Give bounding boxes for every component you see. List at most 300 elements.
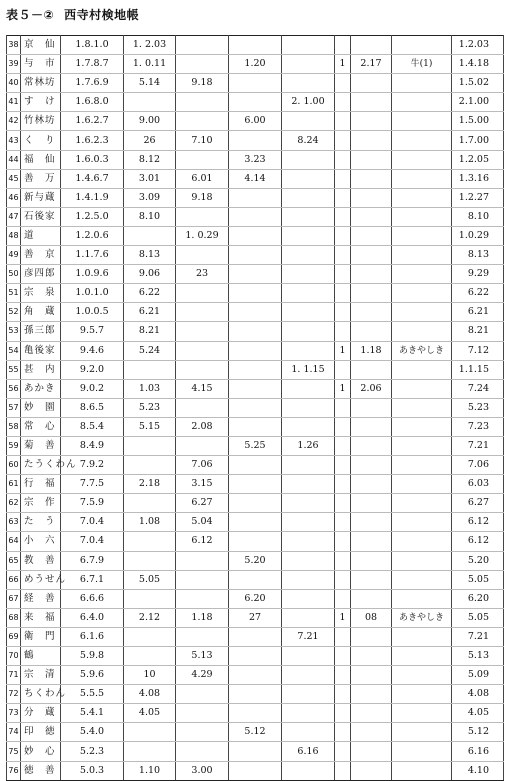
note	[392, 436, 452, 455]
count	[335, 417, 351, 436]
value-col-5	[351, 226, 392, 245]
value-col-3	[229, 456, 282, 475]
note	[392, 226, 452, 245]
row-number: 50	[7, 265, 21, 284]
area-code: 5.9.8	[61, 647, 124, 666]
value-col-1: 1. 0.11	[124, 55, 176, 74]
count	[335, 456, 351, 475]
value-col-2	[176, 284, 229, 303]
value-col-1	[124, 627, 176, 646]
value-col-4: 1. 1.15	[282, 360, 335, 379]
value-col-3	[229, 246, 282, 265]
value-col-5	[351, 93, 392, 112]
note	[392, 246, 452, 265]
value-col-5	[351, 360, 392, 379]
count	[335, 265, 351, 284]
value-col-2: 5.13	[176, 647, 229, 666]
value-col-4: 2. 1.00	[282, 93, 335, 112]
area-code: 6.7.9	[61, 551, 124, 570]
row-number: 60	[7, 456, 21, 475]
area-code: 9.5.7	[61, 322, 124, 341]
value-col-4	[282, 112, 335, 131]
value-col-5	[351, 322, 392, 341]
note	[392, 494, 452, 513]
value-col-4	[282, 226, 335, 245]
area-code: 6.4.0	[61, 608, 124, 627]
value-col-5: 2.06	[351, 379, 392, 398]
value-col-2	[176, 685, 229, 704]
table-row	[7, 666, 504, 685]
value-col-4	[282, 666, 335, 685]
value-col-4	[282, 456, 335, 475]
value-col-4	[282, 55, 335, 74]
total: 5.05	[452, 570, 504, 589]
value-col-2	[176, 360, 229, 379]
value-col-2	[176, 303, 229, 322]
value-col-2: 7.06	[176, 456, 229, 475]
note	[392, 360, 452, 379]
count	[335, 36, 351, 55]
value-col-3	[229, 475, 282, 494]
value-col-5	[351, 494, 392, 513]
value-col-3	[229, 360, 282, 379]
value-col-2: 7.10	[176, 131, 229, 150]
value-col-2	[176, 112, 229, 131]
area-code: 1.8.1.0	[61, 36, 124, 55]
holder-name: す け	[21, 93, 61, 112]
value-col-5	[351, 761, 392, 780]
table-row	[7, 341, 504, 360]
value-col-5	[351, 207, 392, 226]
value-col-3	[229, 417, 282, 436]
value-col-3: 6.00	[229, 112, 282, 131]
value-col-1	[124, 93, 176, 112]
area-code: 7.5.9	[61, 494, 124, 513]
value-col-4	[282, 322, 335, 341]
value-col-1: 9.06	[124, 265, 176, 284]
value-col-1: 8.21	[124, 322, 176, 341]
value-col-3: 5.12	[229, 723, 282, 742]
area-code: 5.5.5	[61, 685, 124, 704]
value-col-1: 5.05	[124, 570, 176, 589]
value-col-3: 4.14	[229, 169, 282, 188]
table-row	[7, 436, 504, 455]
value-col-3: 6.20	[229, 589, 282, 608]
area-code: 7.0.4	[61, 513, 124, 532]
note: 牛(1)	[392, 55, 452, 74]
row-number: 70	[7, 647, 21, 666]
table-row	[7, 93, 504, 112]
count	[335, 74, 351, 93]
total: 6.16	[452, 742, 504, 761]
value-col-5: 2.17	[351, 55, 392, 74]
value-col-5: 08	[351, 608, 392, 627]
count: 1	[335, 341, 351, 360]
table-row	[7, 761, 504, 780]
count	[335, 475, 351, 494]
holder-name: 新与蔵	[21, 188, 61, 207]
value-col-4	[282, 284, 335, 303]
value-col-5	[351, 513, 392, 532]
note	[392, 647, 452, 666]
note	[392, 551, 452, 570]
value-col-2	[176, 322, 229, 341]
area-code: 9.0.2	[61, 379, 124, 398]
value-col-3	[229, 226, 282, 245]
count	[335, 704, 351, 723]
total: 1.5.00	[452, 112, 504, 131]
row-number: 75	[7, 742, 21, 761]
total: 7.23	[452, 417, 504, 436]
table-row	[7, 246, 504, 265]
area-code: 1.4.1.9	[61, 188, 124, 207]
value-col-2: 5.04	[176, 513, 229, 532]
area-code: 9.4.6	[61, 341, 124, 360]
total: 7.24	[452, 379, 504, 398]
value-col-2	[176, 207, 229, 226]
table-row	[7, 685, 504, 704]
value-col-5	[351, 589, 392, 608]
table-row	[7, 112, 504, 131]
holder-name: 善 京	[21, 246, 61, 265]
value-col-3	[229, 188, 282, 207]
row-number: 39	[7, 55, 21, 74]
area-code: 1.4.6.7	[61, 169, 124, 188]
area-code: 7.0.4	[61, 532, 124, 551]
total: 1.7.00	[452, 131, 504, 150]
area-code: 8.4.9	[61, 436, 124, 455]
value-col-3	[229, 322, 282, 341]
value-col-1: 8.10	[124, 207, 176, 226]
value-col-5	[351, 150, 392, 169]
total: 1.5.02	[452, 74, 504, 93]
row-number: 63	[7, 513, 21, 532]
value-col-5	[351, 742, 392, 761]
table-number: 表５－②	[6, 8, 55, 22]
value-col-5	[351, 284, 392, 303]
count	[335, 188, 351, 207]
holder-name: ちくわん	[21, 685, 61, 704]
value-col-5	[351, 265, 392, 284]
value-col-3	[229, 265, 282, 284]
total: 5.09	[452, 666, 504, 685]
value-col-3	[229, 36, 282, 55]
holder-name: 石後家	[21, 207, 61, 226]
holder-name: 行 福	[21, 475, 61, 494]
total: 8.13	[452, 246, 504, 265]
value-col-3	[229, 341, 282, 360]
value-col-4	[282, 761, 335, 780]
table-row	[7, 417, 504, 436]
value-col-1: 1. 2.03	[124, 36, 176, 55]
row-number: 66	[7, 570, 21, 589]
count	[335, 436, 351, 455]
holder-name: 小 六	[21, 532, 61, 551]
note	[392, 723, 452, 742]
holder-name: 鶴	[21, 647, 61, 666]
value-col-3	[229, 284, 282, 303]
note	[392, 379, 452, 398]
holder-name: 経 善	[21, 589, 61, 608]
table-row	[7, 704, 504, 723]
holder-name: 亀後家	[21, 341, 61, 360]
value-col-2: 4.15	[176, 379, 229, 398]
area-code: 8.5.4	[61, 417, 124, 436]
value-col-2	[176, 589, 229, 608]
value-col-3: 1.20	[229, 55, 282, 74]
area-code: 1.6.2.7	[61, 112, 124, 131]
count	[335, 723, 351, 742]
total: 5.20	[452, 551, 504, 570]
row-number: 41	[7, 93, 21, 112]
value-col-3	[229, 494, 282, 513]
value-col-3	[229, 74, 282, 93]
value-col-3	[229, 532, 282, 551]
value-col-3	[229, 627, 282, 646]
value-col-1	[124, 436, 176, 455]
total: 7.06	[452, 456, 504, 475]
holder-name: 分 蔵	[21, 704, 61, 723]
row-number: 55	[7, 360, 21, 379]
value-col-4	[282, 532, 335, 551]
row-number: 53	[7, 322, 21, 341]
note	[392, 589, 452, 608]
value-col-4	[282, 74, 335, 93]
value-col-4	[282, 475, 335, 494]
row-number: 52	[7, 303, 21, 322]
holder-name: 常林坊	[21, 74, 61, 93]
value-col-1: 6.22	[124, 284, 176, 303]
area-code: 6.7.1	[61, 570, 124, 589]
total: 6.12	[452, 513, 504, 532]
area-code: 1.7.6.9	[61, 74, 124, 93]
area-code: 5.2.3	[61, 742, 124, 761]
total: 4.05	[452, 704, 504, 723]
value-col-1: 4.05	[124, 704, 176, 723]
area-code: 1.0.9.6	[61, 265, 124, 284]
value-col-1: 5.24	[124, 341, 176, 360]
value-col-5	[351, 456, 392, 475]
total: 1.2.05	[452, 150, 504, 169]
value-col-2	[176, 570, 229, 589]
value-col-5	[351, 647, 392, 666]
value-col-2	[176, 150, 229, 169]
count	[335, 226, 351, 245]
value-col-4	[282, 513, 335, 532]
note	[392, 284, 452, 303]
table-name: 西寺村検地帳	[64, 8, 140, 22]
area-code: 7.9.2	[61, 456, 124, 475]
value-col-4	[282, 36, 335, 55]
holder-name: 妙 園	[21, 398, 61, 417]
note	[392, 532, 452, 551]
table-row	[7, 494, 504, 513]
value-col-2	[176, 742, 229, 761]
value-col-3	[229, 761, 282, 780]
row-number: 44	[7, 150, 21, 169]
value-col-2	[176, 723, 229, 742]
note	[392, 303, 452, 322]
value-col-5	[351, 723, 392, 742]
count	[335, 169, 351, 188]
row-number: 45	[7, 169, 21, 188]
value-col-4	[282, 207, 335, 226]
holder-name: 印 徳	[21, 723, 61, 742]
table-row	[7, 55, 504, 74]
total: 8.21	[452, 322, 504, 341]
value-col-3	[229, 379, 282, 398]
total: 1.2.03	[452, 36, 504, 55]
holder-name: 孫三郎	[21, 322, 61, 341]
table-row	[7, 379, 504, 398]
holder-name: 甚 内	[21, 360, 61, 379]
count	[335, 685, 351, 704]
value-col-2	[176, 627, 229, 646]
count: 1	[335, 608, 351, 627]
holder-name: 道	[21, 226, 61, 245]
value-col-4	[282, 494, 335, 513]
note	[392, 627, 452, 646]
value-col-4	[282, 723, 335, 742]
row-number: 73	[7, 704, 21, 723]
value-col-1	[124, 742, 176, 761]
value-col-4	[282, 379, 335, 398]
value-col-1: 10	[124, 666, 176, 685]
count	[335, 246, 351, 265]
row-number: 40	[7, 74, 21, 93]
note	[392, 169, 452, 188]
value-col-3	[229, 131, 282, 150]
value-col-5	[351, 532, 392, 551]
value-col-3	[229, 207, 282, 226]
area-code: 1.6.8.0	[61, 93, 124, 112]
value-col-5	[351, 188, 392, 207]
value-col-3	[229, 685, 282, 704]
holder-name: 福 仙	[21, 150, 61, 169]
note	[392, 74, 452, 93]
count	[335, 303, 351, 322]
value-col-4	[282, 704, 335, 723]
area-code: 1.1.7.6	[61, 246, 124, 265]
table-row	[7, 532, 504, 551]
value-col-2	[176, 55, 229, 74]
value-col-4	[282, 647, 335, 666]
total: 7.21	[452, 627, 504, 646]
total: 2.1.00	[452, 93, 504, 112]
value-col-1	[124, 723, 176, 742]
total: 8.10	[452, 207, 504, 226]
row-number: 51	[7, 284, 21, 303]
row-number: 47	[7, 207, 21, 226]
value-col-1: 1.03	[124, 379, 176, 398]
total: 5.13	[452, 647, 504, 666]
holder-name: 宗 清	[21, 666, 61, 685]
value-col-1	[124, 589, 176, 608]
total: 4.10	[452, 761, 504, 780]
table-row	[7, 456, 504, 475]
holder-name: 衛 門	[21, 627, 61, 646]
value-col-1: 3.09	[124, 188, 176, 207]
table-row	[7, 647, 504, 666]
value-col-4	[282, 589, 335, 608]
note	[392, 475, 452, 494]
value-col-4	[282, 417, 335, 436]
total: 1.3.16	[452, 169, 504, 188]
row-number: 71	[7, 666, 21, 685]
total: 1.2.27	[452, 188, 504, 207]
count	[335, 666, 351, 685]
count	[335, 322, 351, 341]
note	[392, 265, 452, 284]
table-row	[7, 551, 504, 570]
value-col-1	[124, 647, 176, 666]
value-col-3: 5.20	[229, 551, 282, 570]
holder-name: 菊 善	[21, 436, 61, 455]
row-number: 58	[7, 417, 21, 436]
value-col-3: 5.25	[229, 436, 282, 455]
value-col-5	[351, 685, 392, 704]
value-col-2: 9.18	[176, 188, 229, 207]
value-col-1	[124, 532, 176, 551]
value-col-5	[351, 475, 392, 494]
table-row	[7, 322, 504, 341]
value-col-2	[176, 704, 229, 723]
value-col-3	[229, 742, 282, 761]
row-number: 43	[7, 131, 21, 150]
value-col-5	[351, 131, 392, 150]
value-col-4: 7.21	[282, 627, 335, 646]
value-col-3	[229, 666, 282, 685]
value-col-2: 1. 0.29	[176, 226, 229, 245]
value-col-3	[229, 570, 282, 589]
value-col-2	[176, 551, 229, 570]
row-number: 54	[7, 341, 21, 360]
value-col-5	[351, 74, 392, 93]
value-col-4: 1.26	[282, 436, 335, 455]
row-number: 64	[7, 532, 21, 551]
count	[335, 284, 351, 303]
note: あきやしき	[392, 341, 452, 360]
total: 6.03	[452, 475, 504, 494]
value-col-2: 2.08	[176, 417, 229, 436]
note	[392, 456, 452, 475]
value-col-4	[282, 398, 335, 417]
area-code: 1.6.0.3	[61, 150, 124, 169]
table-row	[7, 589, 504, 608]
holder-name: 与 市	[21, 55, 61, 74]
value-col-1: 5.23	[124, 398, 176, 417]
note	[392, 685, 452, 704]
value-col-3: 3.23	[229, 150, 282, 169]
count: 1	[335, 379, 351, 398]
note: あきやしき	[392, 608, 452, 627]
value-col-5	[351, 112, 392, 131]
area-code: 9.2.0	[61, 360, 124, 379]
area-code: 1.2.0.6	[61, 226, 124, 245]
row-number: 65	[7, 551, 21, 570]
value-col-2: 6.27	[176, 494, 229, 513]
value-col-2: 23	[176, 265, 229, 284]
total: 1.4.18	[452, 55, 504, 74]
value-col-2	[176, 436, 229, 455]
note	[392, 36, 452, 55]
count	[335, 131, 351, 150]
note	[392, 761, 452, 780]
value-col-2: 6.01	[176, 169, 229, 188]
count	[335, 513, 351, 532]
row-number: 59	[7, 436, 21, 455]
value-col-4	[282, 551, 335, 570]
